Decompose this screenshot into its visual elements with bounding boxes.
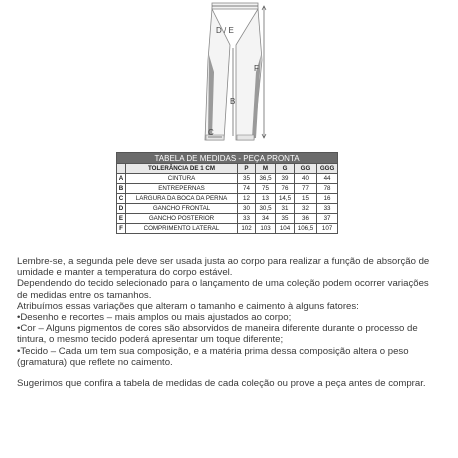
cell-value: 36 [295, 214, 317, 224]
row-name: ENTREPERNAS [126, 184, 238, 194]
row-name: CINTURA [126, 174, 238, 184]
bullet-design: •Desenho e recortes – mais amplos ou mais ajustados ao corpo; [17, 312, 292, 324]
cell-value: 75 [256, 184, 276, 194]
cell-value: 30,5 [256, 204, 276, 214]
size-header: M [256, 164, 276, 174]
size-header: GGG [317, 164, 338, 174]
bullet-color: •Cor – Alguns pigmentos de cores são absorvidos de maneira diferente durante o processo de tintura, o mesmo tecido poderá apresentar um toque diferente; [17, 323, 418, 346]
cell-value: 32 [295, 204, 317, 214]
row-letter: B [117, 184, 126, 194]
bullet-fabric: •Tecido – Cada um tem sua composição, e a matéria prima dessa composição altera o peso (gramatura) que reflete no caimento. [17, 345, 409, 368]
cell-value: 44 [317, 174, 338, 184]
paragraph-fabric-variation: Dependendo do tecido selecionado para o lançamento de uma coleção podem ocorrer variações de medidas entre os tamanhos. [17, 278, 429, 301]
cell-value: 13 [256, 194, 276, 204]
row-name: GANCHO FRONTAL [126, 204, 238, 214]
label-c: C [208, 128, 214, 137]
cell-value: 36,5 [256, 174, 276, 184]
paragraph-second-skin: Lembre-se, a segunda pele deve ser usada justa ao corpo para realizar a função de absorção de umidade e manter a temperatura do corpo estável. [17, 256, 430, 279]
pants-illustration [0, 0, 458, 150]
cell-value: 103 [256, 224, 276, 234]
cell-value: 35 [238, 174, 256, 184]
cell-value: 33 [238, 214, 256, 224]
cell-value: 104 [276, 224, 295, 234]
row-letter: D [117, 204, 126, 214]
size-header: G [276, 164, 295, 174]
label-d-e: D / E [216, 26, 234, 35]
cell-value: 76 [276, 184, 295, 194]
table-row [117, 224, 338, 234]
table-row [117, 214, 338, 224]
cell-value: 107 [317, 224, 338, 234]
size-chart-table [116, 152, 338, 234]
row-letter: A [117, 174, 126, 184]
table-row [117, 184, 338, 194]
label-f: F [254, 64, 259, 73]
cell-value: 14,5 [276, 194, 295, 204]
tolerance-header: TOLERÂNCIA DE 1 CM [126, 164, 238, 174]
size-header: GG [295, 164, 317, 174]
cell-value: 102 [238, 224, 256, 234]
table-row [117, 194, 338, 204]
cell-value: 78 [317, 184, 338, 194]
label-b: B [230, 97, 236, 106]
row-letter: F [117, 224, 126, 234]
cell-value: 15 [295, 194, 317, 204]
cell-value: 33 [317, 204, 338, 214]
pants-measurement-diagram [0, 0, 458, 150]
paragraph-suggestion: Sugerimos que confira a tabela de medidas de cada coleção ou prove a peça antes de comprar. [17, 378, 426, 390]
fit-notes [17, 256, 442, 389]
row-name: LARGURA DA BOCA DA PERNA [126, 194, 238, 204]
cell-value: 74 [238, 184, 256, 194]
row-name: COMPRIMENTO LATERAL [126, 224, 238, 234]
cell-value: 12 [238, 194, 256, 204]
cell-value: 106,5 [295, 224, 317, 234]
table-header-row [117, 164, 338, 174]
cell-value: 16 [317, 194, 338, 204]
cell-value: 30 [238, 204, 256, 214]
row-letter: C [117, 194, 126, 204]
table-row [117, 204, 338, 214]
size-chart [116, 152, 337, 234]
cell-value: 37 [317, 214, 338, 224]
row-letter: E [117, 214, 126, 224]
cell-value: 35 [276, 214, 295, 224]
cell-value: 40 [295, 174, 317, 184]
row-name: GANCHO POSTERIOR [126, 214, 238, 224]
size-header: P [238, 164, 256, 174]
table-row [117, 174, 338, 184]
table-title: TABELA DE MEDIDAS - PEÇA PRONTA [117, 153, 338, 164]
paragraph-factors: Atribuímos essas variações que alteram o tamanho e caimento à alguns fatores: [17, 300, 359, 312]
cell-value: 31 [276, 204, 295, 214]
cell-value: 34 [256, 214, 276, 224]
cell-value: 77 [295, 184, 317, 194]
cell-value: 39 [276, 174, 295, 184]
